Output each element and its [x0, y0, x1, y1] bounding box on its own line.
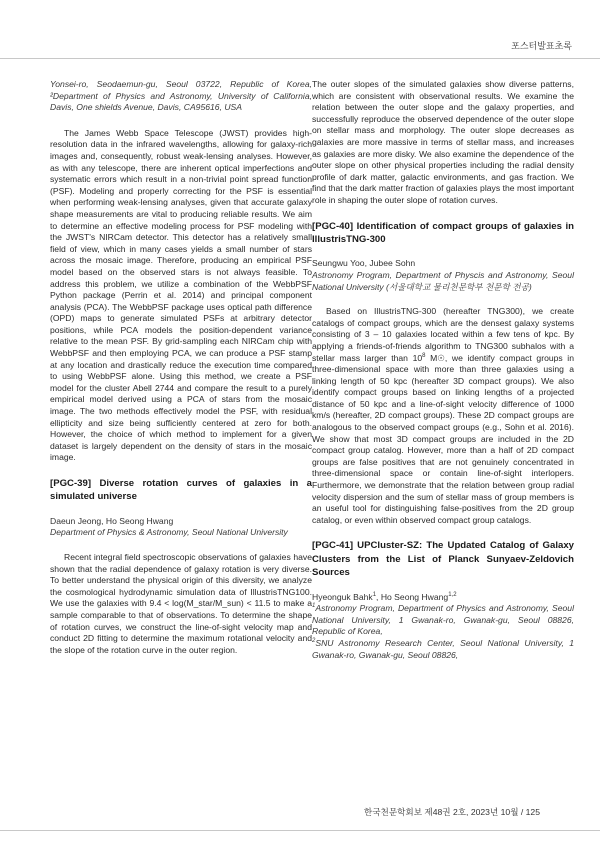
header-divider: [0, 58, 600, 59]
pgc39-title: [PGC-39] Diverse rotation curves of galaxies in a simulated universe: [50, 478, 312, 503]
page-footer: 한국천문학회보 제48권 2호, 2023년 10월 / 125: [363, 807, 540, 817]
pgc39-body: Recent integral field spectroscopic observations of galaxies have shown that the radial dependence of galaxy rotation is very diverse. To better understand the physical origin of this diversity, we analyze the cosmological hydrodynamic simulation data of IllustrisTNG100. We use the galaxies with 9.4 < log(M_star/M_sun) < 11.5 to make a sample comparable to that of observations. To determine the shape of rotation curves, we construct the line-of-sight velocity map and conduct 2D fitting to determine the maximum rotational velocity and the slope of the rotation curve in the outer region.: [50, 552, 312, 655]
pgc39-authors: Daeun Jeong, Ho Seong Hwang: [50, 515, 174, 526]
pgc40-body-part1: Based on IllustrisTNG-300 (hereafter TNG300), we create catalogs of compact groups, which are the densest galaxy systems consisting of 3 – 10 galaxies located within a few tens of kpc. By applying a friends-of-friends algorithm to TNG300 subhalos with a stellar mass larger than 10: [312, 306, 574, 363]
footer-divider: [0, 830, 600, 831]
pgc41-affiliation-1: [312, 603, 574, 638]
pgc41-author1-sup: 1: [372, 591, 377, 598]
pgc40-authors: Seungwu Yoo, Jubee Sohn: [312, 258, 416, 269]
pgc40-body: [312, 306, 574, 526]
pgc40-title: [PGC-40] Identification of compact groups of galaxies in IllustrisTNG-300: [312, 220, 574, 245]
pgc41-aff2-sup: 2: [312, 638, 316, 645]
left-column: [50, 79, 312, 656]
section-header: 포스터발표초록: [511, 41, 572, 51]
pgc41-author2: Ho Seong Hwang: [380, 591, 449, 602]
pgc41-affiliation-2: [312, 638, 574, 661]
pgc39-affiliation: Department of Physics & Astronomy, Seoul National University: [50, 527, 288, 538]
pgc41-authors: [312, 592, 574, 604]
pgc41-author-separator: ,: [376, 591, 381, 602]
pgc41-aff2-text: SNU Astronomy Research Center, Seoul National University, 1 Gwanak-ro, Gwanak-gu, Seoul 08826,: [312, 638, 574, 660]
pgc41-author2-sup: 1,2: [448, 591, 457, 598]
pgc41-author1: Hyeonguk Bahk: [312, 591, 373, 602]
pgc41-aff1-sup: 1: [312, 603, 316, 610]
prev-abstract-body: The James Webb Space Telescope (JWST) provides high-resolution data in the infrared wavelengths, allowing for galaxy-rich images and, consequently, robust weak-lensing analyses. However, as with any telescope, there are inherent optical imperfections and systematic errors which result in a non-trivial point spread function (PSF). Modeling and properly correcting for the PSF is essential when performing weak-lensing analyses, given that accurate galaxy shape measurements are vital to producing reliable results. We aim to determine an effective modeling process for PSF modeling with the JWST's NIRCam detector. This detector has a relatively small field of view, which in many cases yields a small number of stars across the mosaic image. Therefore, producing an empirical PSF model based on the observed stars is not always feasible. To address this problem, we utilize a combination of the WebbPSF Python package (Perrin et al. 2014) and principal component analysis (PCA). The WebbPSF package uses optical path difference (OPD) maps to generate simulated PSFs at arbitrary detector positions, while PCA models the position-dependent variance relative to the mean PSF. By grid-sampling each NIRCam chip with WebbPSF and then employing PCA, we can produce a PSF stamp at any location and drastically reduce the execution time compared to using WebbPSF alone. Using this method, we create a PSF model for the cluster Abell 2744 and compare the result to a purely empirical model derived using a PCA of stars from the mosaic image. The two methods effectively model the PSF, with residual ellipticity and size being sufficiently centered at zero for both. However, the choice of which method to implement for a given dataset is largely dependent on the density of stars in the mosaic image.: [50, 127, 312, 463]
right-column: [312, 79, 574, 661]
pgc40-affiliation: Astronomy Program, Department of Physcis and Astronomy, Seoul National University (서울대학교 물리천문학부 천문학 전공): [312, 269, 574, 292]
pgc41-title: [PGC-41] UPCluster-SZ: The Updated Catalog of Galaxy Clusters from the List of Planck Sunyaev-Zeldovich Sources: [312, 540, 574, 579]
pgc41-aff1-text: Astronomy Program, Department of Physics and Astronomy, Seoul National University, 1 Gwanak-ro, Gwanak-gu, Seoul 08826, Republic of Korea,: [312, 603, 574, 637]
pgc40-body-exponent: 8: [422, 352, 426, 359]
pgc40-body-part2: M☉, we identify compact groups in three-dimensional space with more than three galaxies using a linking length of 50 kpc (hereafter 3D compact groups). We also identify compact groups based on linking lengths of a projected distance of 50 kpc and a line-of-sight velocity difference of 1000 km/s (hereafter, 2D compact groups). These 2D compact groups are analogous to the observed compact groups (e.g., Sohn et al. 2016). We show that most 3D compact groups are included in the 2D compact group catalog. However, more than a half of 2D compact groups are false positives that are not genuinely concentrated in three-dimensional space or contain line-of-sight interlopers. Furthermore, we demonstrate that the relation between group radial velocity dispersion and the sum of stellar mass of group members is an useful tool for distinguishing false-positives from the 2D group catalog, or even within observed compact group catalogs.: [312, 352, 574, 525]
pgc39-body-continued: The outer slopes of the simulated galaxies show diverse patterns, which are consistent with observational results. We examine the relation between the outer slope and the galaxy properties, and successfully reproduce the observed dependence of the outer slope on stellar mass and morphology. The outer slope decreases as galaxies are more massive in terms of stellar mass, and increases as galaxies are more disky. We also examine the dependence of the outer slope on other physical properties including the radial density profile of dark matter, galactic environments, and gas fraction. We find that the dark matter fraction of galaxies plays the most important role in shaping the outer slope of rotation curves.: [312, 79, 574, 205]
prev-abstract-affiliation: Yonsei-ro, Seodaemun-gu, Seoul 03722, Republic of Korea, ²Department of Physics and Astronomy, University of California, Davis, One shields Avenue, Davis, CA95616, USA: [50, 79, 312, 113]
